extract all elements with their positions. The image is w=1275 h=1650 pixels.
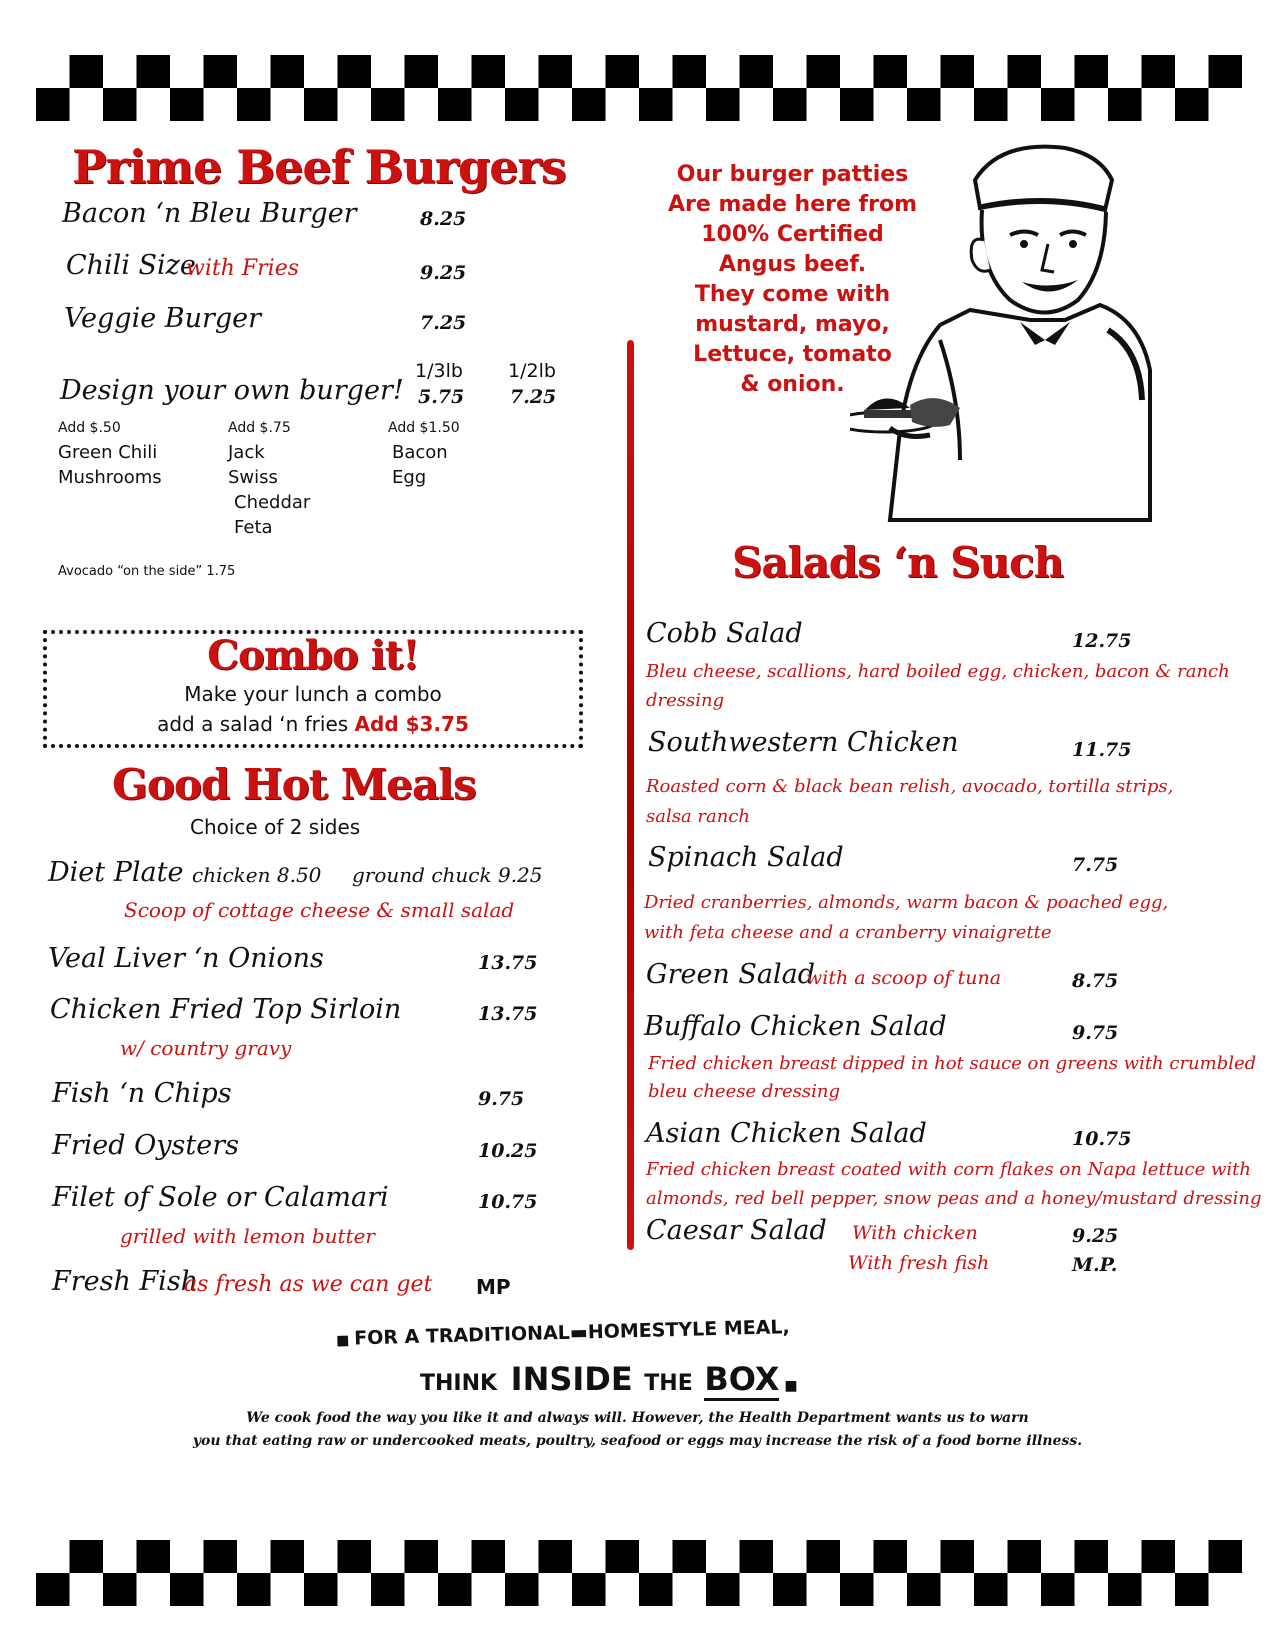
addon-header: Add $1.50: [388, 420, 460, 436]
salad-name: Asian Chicken Salad: [646, 1118, 927, 1149]
hot-meals-title: Good Hot Meals: [112, 760, 476, 809]
menu-item-name: Veal Liver ‘n Onions: [48, 943, 324, 974]
diet-option: chicken 8.50: [192, 863, 322, 887]
avocado-note: Avocado “on the side” 1.75: [58, 564, 236, 579]
addon-item: Jack: [228, 442, 265, 463]
menu-item-price: 9.25: [420, 262, 467, 284]
addon-item: Egg: [392, 467, 427, 488]
menu-item-name: Fresh Fish: [52, 1266, 199, 1297]
diet-option: ground chuck 9.25: [352, 863, 543, 887]
salad-desc: Bleu cheese, scallions, hard boiled egg, chicken, bacon & ranch: [646, 661, 1230, 682]
salad-option: With chicken: [852, 1222, 978, 1244]
salad-price: 7.75: [1072, 854, 1119, 876]
salad-name: Green Salad: [646, 959, 816, 990]
salad-desc: bleu cheese dressing: [648, 1081, 840, 1102]
column-divider: [627, 340, 634, 1250]
chef-illustration: [850, 140, 1180, 540]
addon-list: [228, 440, 310, 540]
combo-box: [43, 630, 583, 748]
promo-line: Our burger patties: [676, 162, 909, 187]
menu-item-name: Veggie Burger: [64, 303, 262, 334]
salad-name: Spinach Salad: [648, 842, 844, 873]
size-label: 1/2lb: [508, 360, 556, 382]
menu-item-desc: grilled with lemon butter: [120, 1224, 375, 1248]
menu-item-name: Bacon ‘n Bleu Burger: [62, 198, 357, 229]
menu-item-price: 10.75: [478, 1191, 538, 1213]
addon-item: Swiss: [228, 467, 278, 488]
bottom-checkered-border: [36, 1540, 1242, 1606]
menu-item-name: Fried Oysters: [52, 1130, 239, 1161]
size-label: 1/3lb: [415, 360, 463, 382]
salads-title: Salads ‘n Such: [732, 538, 1064, 587]
addon-item: Cheddar: [234, 492, 311, 513]
menu-item-name: Chili Size: [66, 250, 196, 281]
combo-line2-text: add a salad ‘n fries: [157, 712, 349, 736]
addon-item: Mushrooms: [58, 467, 162, 488]
salad-price: M.P.: [1072, 1254, 1118, 1276]
addon-header: Add $.50: [58, 420, 121, 436]
addon-item: Green Chili: [58, 442, 158, 463]
menu-item-name: Fish ‘n Chips: [52, 1078, 232, 1109]
promo-line: They come with: [694, 282, 891, 307]
salad-desc: Roasted corn & black bean relish, avocado, tortilla strips,: [646, 776, 1174, 797]
design-burger-label: Design your own burger!: [60, 375, 404, 406]
salad-price: 12.75: [1072, 630, 1132, 652]
design-price: 5.75: [418, 386, 465, 408]
footer-slogan: THINK INSIDE THE BOX ■: [420, 1360, 798, 1398]
salad-desc: salsa ranch: [646, 806, 751, 827]
menu-item-price: 13.75: [478, 1003, 538, 1025]
salad-desc: Fried chicken breast coated with corn flakes on Napa lettuce with: [646, 1159, 1251, 1180]
addon-list: [392, 440, 448, 490]
promo-line: 100% Certified: [701, 222, 884, 247]
promo-line: Lettuce, tomato: [693, 342, 892, 367]
top-checkered-border: [36, 55, 1242, 121]
menu-item-extra: as fresh as we can get: [184, 1272, 433, 1297]
salad-name: Caesar Salad: [646, 1215, 827, 1246]
burgers-title: Prime Beef Burgers: [72, 140, 566, 194]
addon-header: Add $.75: [228, 420, 291, 436]
promo-line: Angus beef.: [718, 252, 867, 277]
menu-item-name: Chicken Fried Top Sirloin: [50, 994, 402, 1025]
promo-line: & onion.: [740, 372, 845, 397]
health-warning-line1: We cook food the way you like it and always will. However, the Health Department wants us to warn: [246, 1410, 1029, 1426]
slogan-inside: INSIDE: [510, 1360, 633, 1398]
slogan-box: BOX: [704, 1360, 779, 1401]
salad-name: Southwestern Chicken: [648, 727, 959, 758]
salad-option: With fresh fish: [848, 1252, 990, 1274]
slogan-think: THINK: [420, 1371, 498, 1396]
health-warning-line2: you that eating raw or undercooked meats, poultry, seafood or eggs may increase the risk of a food borne illness.: [192, 1433, 1083, 1449]
promo-line: mustard, mayo,: [695, 312, 890, 337]
menu-item-price: 10.25: [478, 1140, 538, 1162]
combo-title: Combo it!: [207, 632, 419, 679]
menu-item-price: 8.25: [420, 208, 467, 230]
addon-list: [58, 440, 162, 490]
salad-desc: almonds, red bell pepper, snow peas and a honey/mustard dressing: [646, 1188, 1262, 1209]
combo-price: Add $3.75: [354, 712, 469, 736]
menu-item-price: 7.25: [420, 312, 467, 334]
menu-item-price: 13.75: [478, 952, 538, 974]
salad-price: 9.25: [1072, 1225, 1119, 1247]
hot-meals-subtitle: Choice of 2 sides: [190, 815, 361, 839]
menu-item-desc: Scoop of cottage cheese & small salad: [124, 898, 515, 922]
menu-item-name: Filet of Sole or Calamari: [52, 1182, 389, 1213]
menu-item-price: MP: [476, 1275, 511, 1299]
design-price: 7.25: [510, 386, 557, 408]
salad-desc: Fried chicken breast dipped in hot sauce on greens with crumbled: [648, 1053, 1257, 1074]
menu-item-desc: w/ country gravy: [120, 1036, 292, 1060]
combo-line2: [47, 712, 579, 736]
addon-item: Feta: [234, 517, 273, 538]
salad-price: 11.75: [1072, 739, 1132, 761]
menu-item-price: 9.75: [478, 1088, 525, 1110]
menu-item-name: Diet Plate: [48, 857, 184, 888]
slogan-the: THE: [644, 1371, 693, 1396]
menu-item-extra: with Fries: [186, 256, 299, 281]
footer-tagline: ■ FOR A TRADITIONAL▬HOMESTYLE MEAL,: [335, 1316, 790, 1350]
combo-line1: Make your lunch a combo: [184, 682, 442, 706]
salad-desc: dressing: [646, 690, 725, 711]
salad-price: 9.75: [1072, 1022, 1119, 1044]
salad-desc: Dried cranberries, almonds, warm bacon & poached egg,: [644, 892, 1169, 913]
salad-name: Cobb Salad: [646, 618, 803, 649]
tagline-part: FOR A TRADITIONAL: [353, 1321, 571, 1350]
salad-name: Buffalo Chicken Salad: [644, 1011, 947, 1042]
salad-price: 10.75: [1072, 1128, 1132, 1150]
salad-desc: with feta cheese and a cranberry vinaigrette: [644, 922, 1052, 943]
promo-line: Are made here from: [667, 192, 918, 217]
tagline-part: HOMESTYLE MEAL,: [587, 1316, 790, 1344]
addon-item: Bacon: [392, 442, 448, 463]
salad-extra: with a scoop of tuna: [806, 967, 1002, 989]
salad-price: 8.75: [1072, 970, 1119, 992]
